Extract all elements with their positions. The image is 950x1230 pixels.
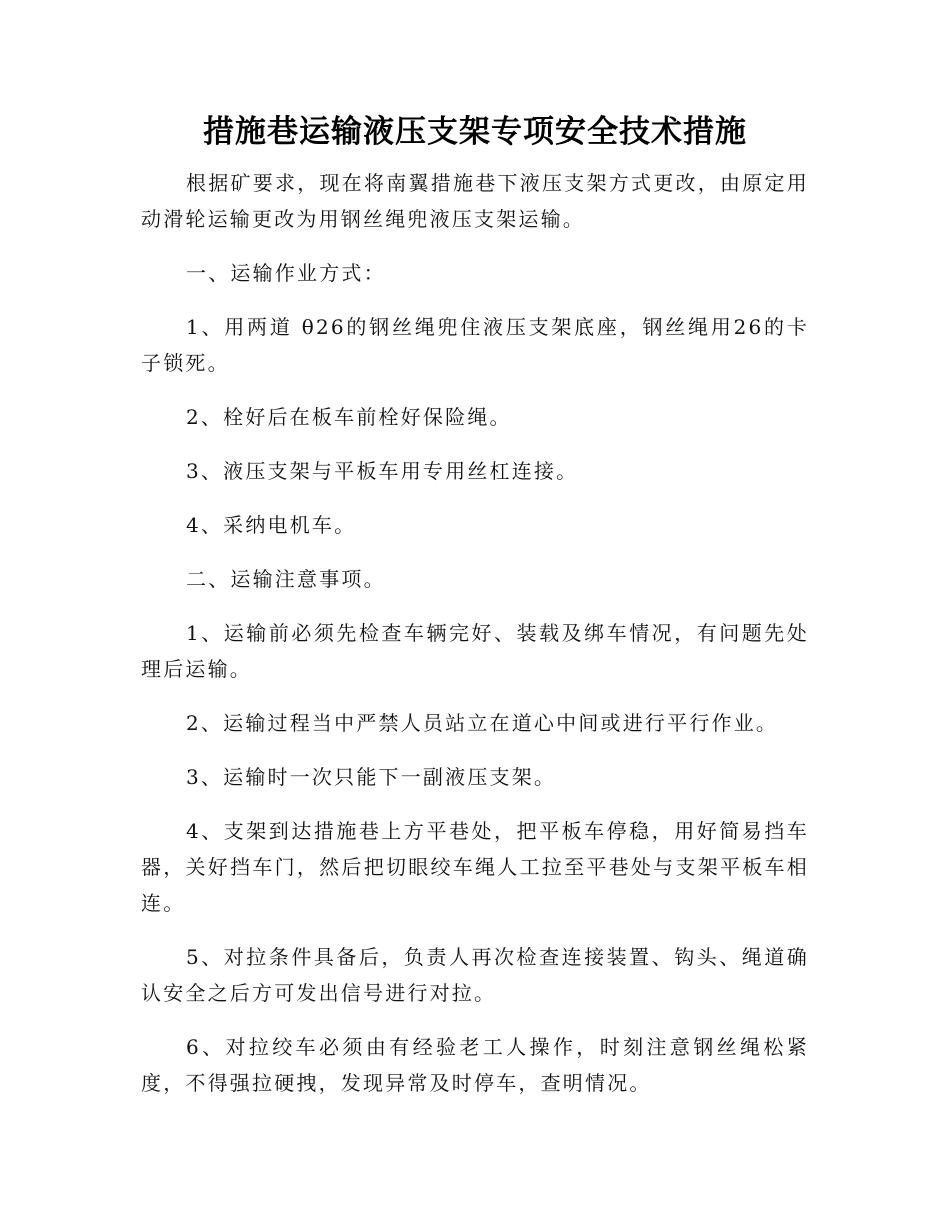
paragraph-precaution-2: 2、运输过程当中严禁人员站立在道心中间或进行平行作业。 xyxy=(186,711,779,735)
document-body xyxy=(141,165,809,1119)
paragraph-method-2: 2、栓好后在板车前栓好保险绳。 xyxy=(186,405,512,429)
paragraph-precaution-3: 3、运输时一次只能下一副液压支架。 xyxy=(186,765,557,789)
paragraph-method-1: 1、用两道 θ26的钢丝绳兜住液压支架底座，钢丝绳用26的卡子锁死。 xyxy=(141,315,809,375)
paragraph-precaution-6: 6、对拉绞车必须由有经验老工人操作，时刻注意钢丝绳松紧度，不得强拉硬拽，发现异常及时停车，查明情况。 xyxy=(141,1035,809,1095)
document-title: 措施巷运输液压支架专项安全技术措施 xyxy=(203,114,747,150)
paragraph-method-4: 4、采纳电机车。 xyxy=(186,513,357,537)
section-heading-transport-method: 一、运输作业方式： xyxy=(186,261,386,285)
section-heading-precautions: 二、运输注意事项。 xyxy=(186,567,386,591)
paragraph-intro: 根据矿要求，现在将南翼措施巷下液压支架方式更改，由原定用动滑轮运输更改为用钢丝绳兜液压支架运输。 xyxy=(141,171,809,231)
paragraph-precaution-5: 5、对拉条件具备后，负责人再次检查连接装置、钩头、绳道确认安全之后方可发出信号进行对拉。 xyxy=(141,945,809,1005)
paragraph-method-3: 3、液压支架与平板车用专用丝杠连接。 xyxy=(186,459,579,483)
paragraph-precaution-4: 4、支架到达措施巷上方平巷处，把平板车停稳，用好简易挡车器，关好挡车门，然后把切眼绞车绳人工拉至平巷处与支架平板车相连。 xyxy=(141,819,809,915)
paragraph-precaution-1: 1、运输前必须先检查车辆完好、装载及绑车情况，有问题先处理后运输。 xyxy=(141,621,809,681)
